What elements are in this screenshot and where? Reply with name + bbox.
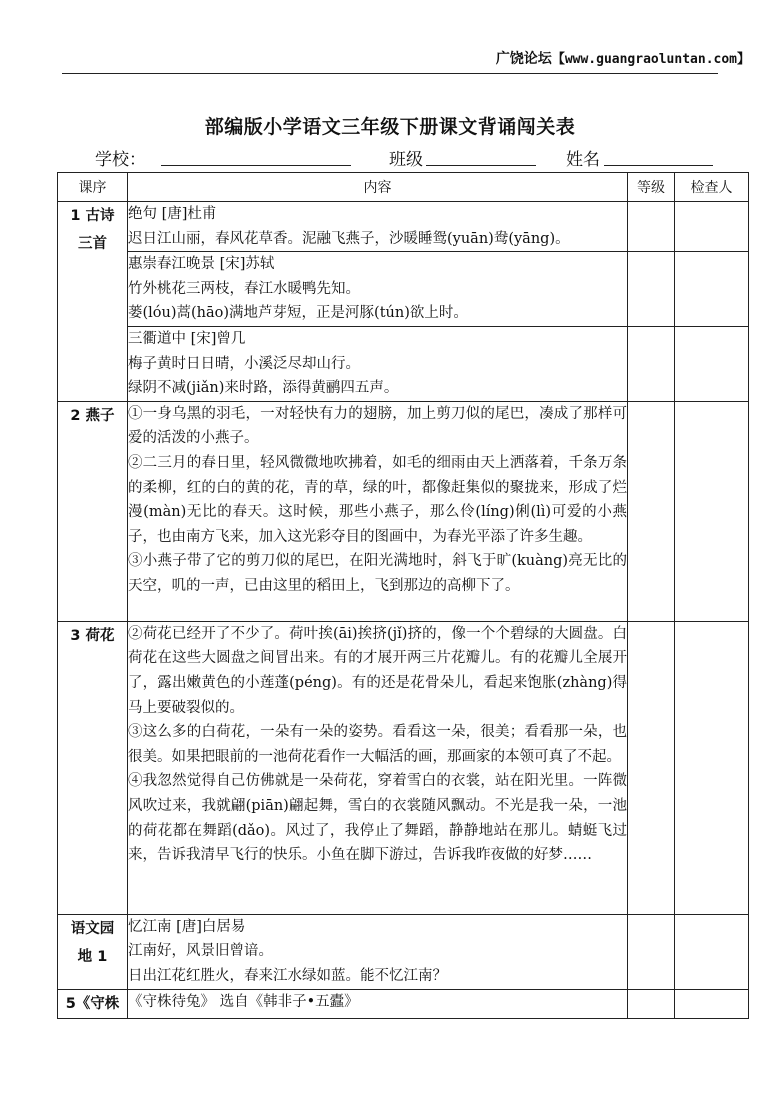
paragraph: ③这么多的白荷花，一朵有一朵的姿势。看看这一朵，很美；看看那一朵，也很美。如果把眼前的一池荷花看作一大幅活的画，那画家的本领可真了不起。 [128,724,627,765]
checker-cell[interactable] [675,621,749,914]
lesson-label: 地 1 [77,948,108,965]
content-cell [128,621,628,914]
poem-title: 忆江南 [唐]白居易 [128,918,246,935]
table-row [58,252,749,327]
checker-cell[interactable] [675,252,749,327]
poem-line: 竹外桃花三两枝，春江水暖鸭先知。 [128,280,360,297]
poem-line: 绿阴不减(jiǎn)来时路，添得黄鹂四五声。 [128,380,399,397]
recitation-table [57,172,749,1019]
paragraph: ②荷花已经开了不少了。荷叶挨(āi)挨挤(jǐ)挤的，像一个个碧绿的大圆盘。白荷花在这些大圆盘之间冒出来。有的才展开两三片花瓣儿。有的花瓣儿全展开了，露出嫩黄色的小莲蓬(péng)。有的还是花骨朵儿，看起来饱胀(zhàng)得马上要破裂似的。 [128,625,627,716]
name-label: 姓名 [566,150,600,170]
content-cell [128,252,628,327]
content-cell [128,202,628,252]
grade-cell[interactable] [628,401,675,621]
lesson-label: 5《守株 [65,995,120,1012]
lesson-label: 语文园 [70,920,115,937]
content-cell [128,401,628,621]
lesson-cell [58,989,128,1018]
paragraph: ②二三月的春日里，轻风微微地吹拂着，如毛的细雨由天上洒落着，千条万条的柔柳，红的白的黄的花，青的草，绿的叶，都像赶集似的聚拢来，形成了烂漫(màn)无比的春天。这时候，那些小燕子，那么伶(líng)俐(lì)可爱的小燕子，也由南方飞来，加入这光彩夺目的图画中，为春光平添了许多生趣。 [128,454,627,545]
checker-cell[interactable] [675,914,749,989]
grade-cell[interactable] [628,621,675,914]
info-fields [95,145,735,169]
header-divider [62,73,718,74]
checker-cell[interactable] [675,989,749,1018]
content-cell [128,989,628,1018]
site-url[interactable]: 【www.guangraoluntan.com】 [551,52,750,67]
site-header [496,48,750,68]
table-row [58,914,749,989]
grade-cell[interactable] [628,202,675,252]
poem-line: 蒌(lóu)蒿(hāo)满地芦芽短，正是河豚(tún)欲上时。 [128,305,468,322]
paragraph: ④我忽然觉得自己仿佛就是一朵荷花，穿着雪白的衣裳，站在阳光里。一阵微风吹过来，我就翩(piān)翩起舞，雪白的衣裳随风飘动。不光是我一朵，一池的荷花都在舞蹈(dǎo)。风过了，我停止了舞蹈，静静地站在那儿。蜻蜓飞过来，告诉我清早飞行的快乐。小鱼在脚下游过，告诉我昨夜做的好梦…… [128,773,627,864]
lesson-label: 3 荷花 [70,627,115,644]
checker-cell[interactable] [675,401,749,621]
grade-cell[interactable] [628,989,675,1018]
paragraph: ③小燕子带了它的剪刀似的尾巴，在阳光满地时，斜飞于旷(kuàng)亮无比的天空，叽的一声，已由这里的稻田上，飞到那边的高柳下了。 [128,553,627,594]
school-label: 学校： [95,150,146,170]
school-blank[interactable] [161,165,351,166]
checker-cell[interactable] [675,202,749,252]
table-row [58,621,749,914]
poem-title: 三衢道中 [宋]曾几 [128,330,246,347]
table-header-row [58,173,749,202]
checker-cell[interactable] [675,326,749,401]
lesson-label: 三首 [78,236,107,252]
lesson-cell [58,202,128,402]
lesson-cell [58,401,128,621]
header-checker: 检查人 [675,173,749,202]
poem-title: 绝句 [唐]杜甫 [128,206,217,222]
poem-line: 日出江花红胜火，春来江水绿如蓝。能不忆江南？ [128,967,447,984]
header-lesson: 课序 [58,173,128,202]
site-name: 广饶论坛 [495,51,552,67]
poem-title: 惠崇春江晚景 [宋]苏轼 [128,256,275,273]
table-row [58,202,749,252]
page-title: 部编版小学语文三年级下册课文背诵闯关表 [204,116,576,138]
poem-line: 迟日江山丽，春风花草香。泥融飞燕子，沙暖睡鸳(yuān)鸯(yāng)。 [128,230,570,247]
lesson-cell [58,621,128,914]
grade-cell[interactable] [628,914,675,989]
lesson-label: 1 古诗 [70,208,115,224]
header-grade: 等级 [628,173,675,202]
lesson-cell [58,914,128,989]
lesson-label: 2 燕子 [70,407,115,424]
table-row [58,989,749,1018]
grade-cell[interactable] [628,252,675,327]
content-cell [128,914,628,989]
name-blank[interactable] [604,165,713,166]
table-row [58,401,749,621]
table-row [58,326,749,401]
content-cell [128,326,628,401]
header-content: 内容 [128,173,628,202]
class-label: 班级 [389,150,423,170]
paragraph: ①一身乌黑的羽毛，一对轻快有力的翅膀，加上剪刀似的尾巴，凑成了那样可爱的活泼的小燕子。 [128,405,627,447]
poem-line: 江南好，风景旧曾谙。 [128,943,273,960]
poem-title: 《守株待兔》 选自《韩非子•五蠹》 [128,993,359,1010]
grade-cell[interactable] [628,326,675,401]
class-blank[interactable] [426,165,536,166]
poem-line: 梅子黄时日日晴，小溪泛尽却山行。 [128,355,360,372]
